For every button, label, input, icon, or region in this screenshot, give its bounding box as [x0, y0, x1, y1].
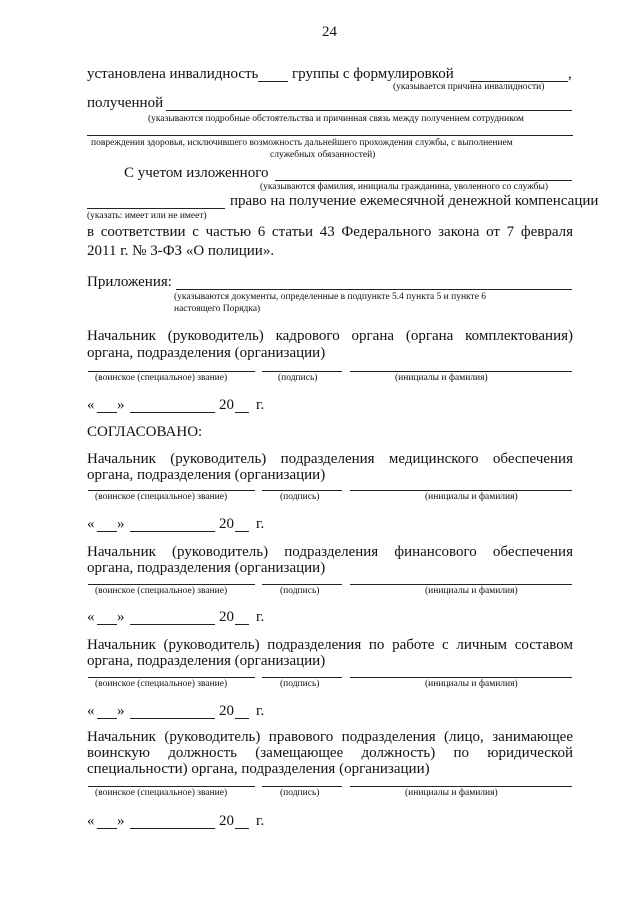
medical-date-day-blank — [97, 531, 117, 532]
attachments-label: Приложения: — [87, 274, 172, 290]
attachments-hint-2: настоящего Порядка) — [174, 304, 261, 314]
finance-date-day-blank — [97, 624, 117, 625]
medical-initials-line — [350, 490, 572, 491]
disability-group-blank — [258, 81, 288, 82]
medical-date-open-quote: « — [87, 516, 95, 532]
finance-rank-label: (воинское (специальное) звание) — [95, 586, 228, 596]
medical-date-year-prefix: 20 — [219, 516, 234, 532]
hr-date-open-quote: « — [87, 397, 95, 413]
considering-blank — [275, 180, 572, 181]
legal-date-year-prefix: 20 — [219, 813, 234, 829]
medical-date-month-blank — [130, 531, 215, 532]
medical-chief-line-1: Начальник (руководитель) подразделения медицинского обеспечения — [87, 451, 573, 467]
finance-signature-line — [262, 584, 342, 585]
finance-signature-label: (подпись) — [280, 586, 320, 596]
received-label: полученной — [87, 95, 164, 111]
hr-chief-line-1: Начальник (руководитель) кадрового органа (органа комплектования) — [87, 328, 573, 344]
received-hint-3: служебных обязанностей) — [270, 150, 376, 160]
right-blank — [87, 208, 225, 209]
disability-comma: , — [568, 66, 572, 82]
hr-chief-line-2: органа, подразделения (организации) — [87, 345, 326, 361]
medical-date-year-blank — [235, 531, 249, 532]
hr-date-close-quote: » — [117, 397, 125, 413]
legal-signature-line — [262, 786, 342, 787]
page-number: 24 — [322, 24, 337, 40]
personnel-chief-line-1: Начальник (руководитель) подразделения по работе с личным составом — [87, 637, 573, 653]
legal-rank-label: (воинское (специальное) звание) — [95, 788, 228, 798]
legal-date-close-quote: » — [117, 813, 125, 829]
hr-date-year-blank — [235, 412, 249, 413]
finance-date-year-suffix: г. — [256, 609, 265, 625]
received-blank — [166, 110, 572, 111]
law-text-line-2: 2011 г. № 3-ФЗ «О полиции». — [87, 243, 275, 259]
personnel-date-year-suffix: г. — [256, 703, 265, 719]
medical-date-close-quote: » — [117, 516, 125, 532]
considering-hint: (указываются фамилия, инициалы гражданина, уволенного со службы) — [260, 182, 549, 192]
received-hint-2: повреждения здоровья, исключившего возможность дальнейшего прохождения службы, с выполнением — [91, 138, 513, 148]
hr-date-month-blank — [130, 412, 215, 413]
received-hint-1: (указываются подробные обстоятельства и причинная связь между получением сотрудником — [148, 114, 524, 124]
legal-date-open-quote: « — [87, 813, 95, 829]
personnel-chief-line-2: органа, подразделения (организации) — [87, 653, 326, 669]
finance-date-month-blank — [130, 624, 215, 625]
legal-chief-line-1: Начальник (руководитель) правового подразделения (лицо, занимающее — [87, 729, 573, 745]
legal-signature-label: (подпись) — [280, 788, 320, 798]
medical-signature-line — [262, 490, 342, 491]
personnel-date-month-blank — [130, 718, 215, 719]
disability-text-b: группы с формулировкой — [292, 66, 454, 82]
agreed-heading: СОГЛАСОВАНО: — [87, 424, 203, 440]
legal-date-month-blank — [130, 828, 215, 829]
finance-date-close-quote: » — [117, 609, 125, 625]
personnel-rank-label: (воинское (специальное) звание) — [95, 679, 228, 689]
legal-date-year-suffix: г. — [256, 813, 265, 829]
hr-rank-label: (воинское (специальное) звание) — [95, 373, 228, 383]
medical-initials-label: (инициалы и фамилия) — [425, 492, 518, 502]
legal-initials-label: (инициалы и фамилия) — [405, 788, 498, 798]
personnel-signature-label: (подпись) — [280, 679, 320, 689]
hr-signature-line — [262, 371, 342, 372]
hr-initials-label: (инициалы и фамилия) — [395, 373, 488, 383]
legal-rank-line — [88, 786, 255, 787]
legal-chief-line-2: воинскую должность (замещающее должность) по юридической — [87, 745, 573, 761]
disability-text-a: установлена инвалидность — [87, 66, 259, 82]
hr-date-year-prefix: 20 — [219, 397, 234, 413]
personnel-date-year-blank — [235, 718, 249, 719]
medical-rank-label: (воинское (специальное) звание) — [95, 492, 228, 502]
considering-label: С учетом изложенного — [124, 165, 269, 181]
legal-date-year-blank — [235, 828, 249, 829]
finance-chief-line-1: Начальник (руководитель) подразделения финансового обеспечения — [87, 544, 573, 560]
hr-initials-line — [350, 371, 572, 372]
right-text: право на получение ежемесячной денежной компенсации — [230, 193, 599, 209]
legal-chief-line-3: специальности) органа, подразделения (организации) — [87, 761, 430, 777]
legal-date-day-blank — [97, 828, 117, 829]
finance-date-year-prefix: 20 — [219, 609, 234, 625]
medical-chief-line-2: органа, подразделения (организации) — [87, 467, 326, 483]
finance-chief-line-2: органа, подразделения (организации) — [87, 560, 326, 576]
hr-date-day-blank — [97, 412, 117, 413]
personnel-signature-line — [262, 677, 342, 678]
finance-date-year-blank — [235, 624, 249, 625]
attachments-blank — [176, 289, 572, 290]
finance-initials-line — [350, 584, 572, 585]
finance-rank-line — [88, 584, 255, 585]
personnel-initials-line — [350, 677, 572, 678]
personnel-rank-line — [88, 677, 255, 678]
finance-initials-label: (инициалы и фамилия) — [425, 586, 518, 596]
medical-date-year-suffix: г. — [256, 516, 265, 532]
hr-date-year-suffix: г. — [256, 397, 265, 413]
personnel-date-close-quote: » — [117, 703, 125, 719]
right-hint: (указать: имеет или не имеет) — [87, 211, 207, 221]
finance-date-open-quote: « — [87, 609, 95, 625]
law-text-line-1: в соответствии с частью 6 статьи 43 Федерального закона от 7 февраля — [87, 224, 573, 240]
hr-rank-line — [88, 371, 255, 372]
personnel-initials-label: (инициалы и фамилия) — [425, 679, 518, 689]
attachments-hint-1: (указываются документы, определенные в подпункте 5.4 пункта 5 и пункте 6 — [174, 292, 487, 302]
personnel-date-open-quote: « — [87, 703, 95, 719]
personnel-date-year-prefix: 20 — [219, 703, 234, 719]
medical-rank-line — [88, 490, 255, 491]
personnel-date-day-blank — [97, 718, 117, 719]
received-blank-2 — [87, 135, 573, 136]
medical-signature-label: (подпись) — [280, 492, 320, 502]
legal-initials-line — [350, 786, 572, 787]
disability-hint: (указывается причина инвалидности) — [393, 82, 545, 92]
hr-signature-label: (подпись) — [278, 373, 318, 383]
